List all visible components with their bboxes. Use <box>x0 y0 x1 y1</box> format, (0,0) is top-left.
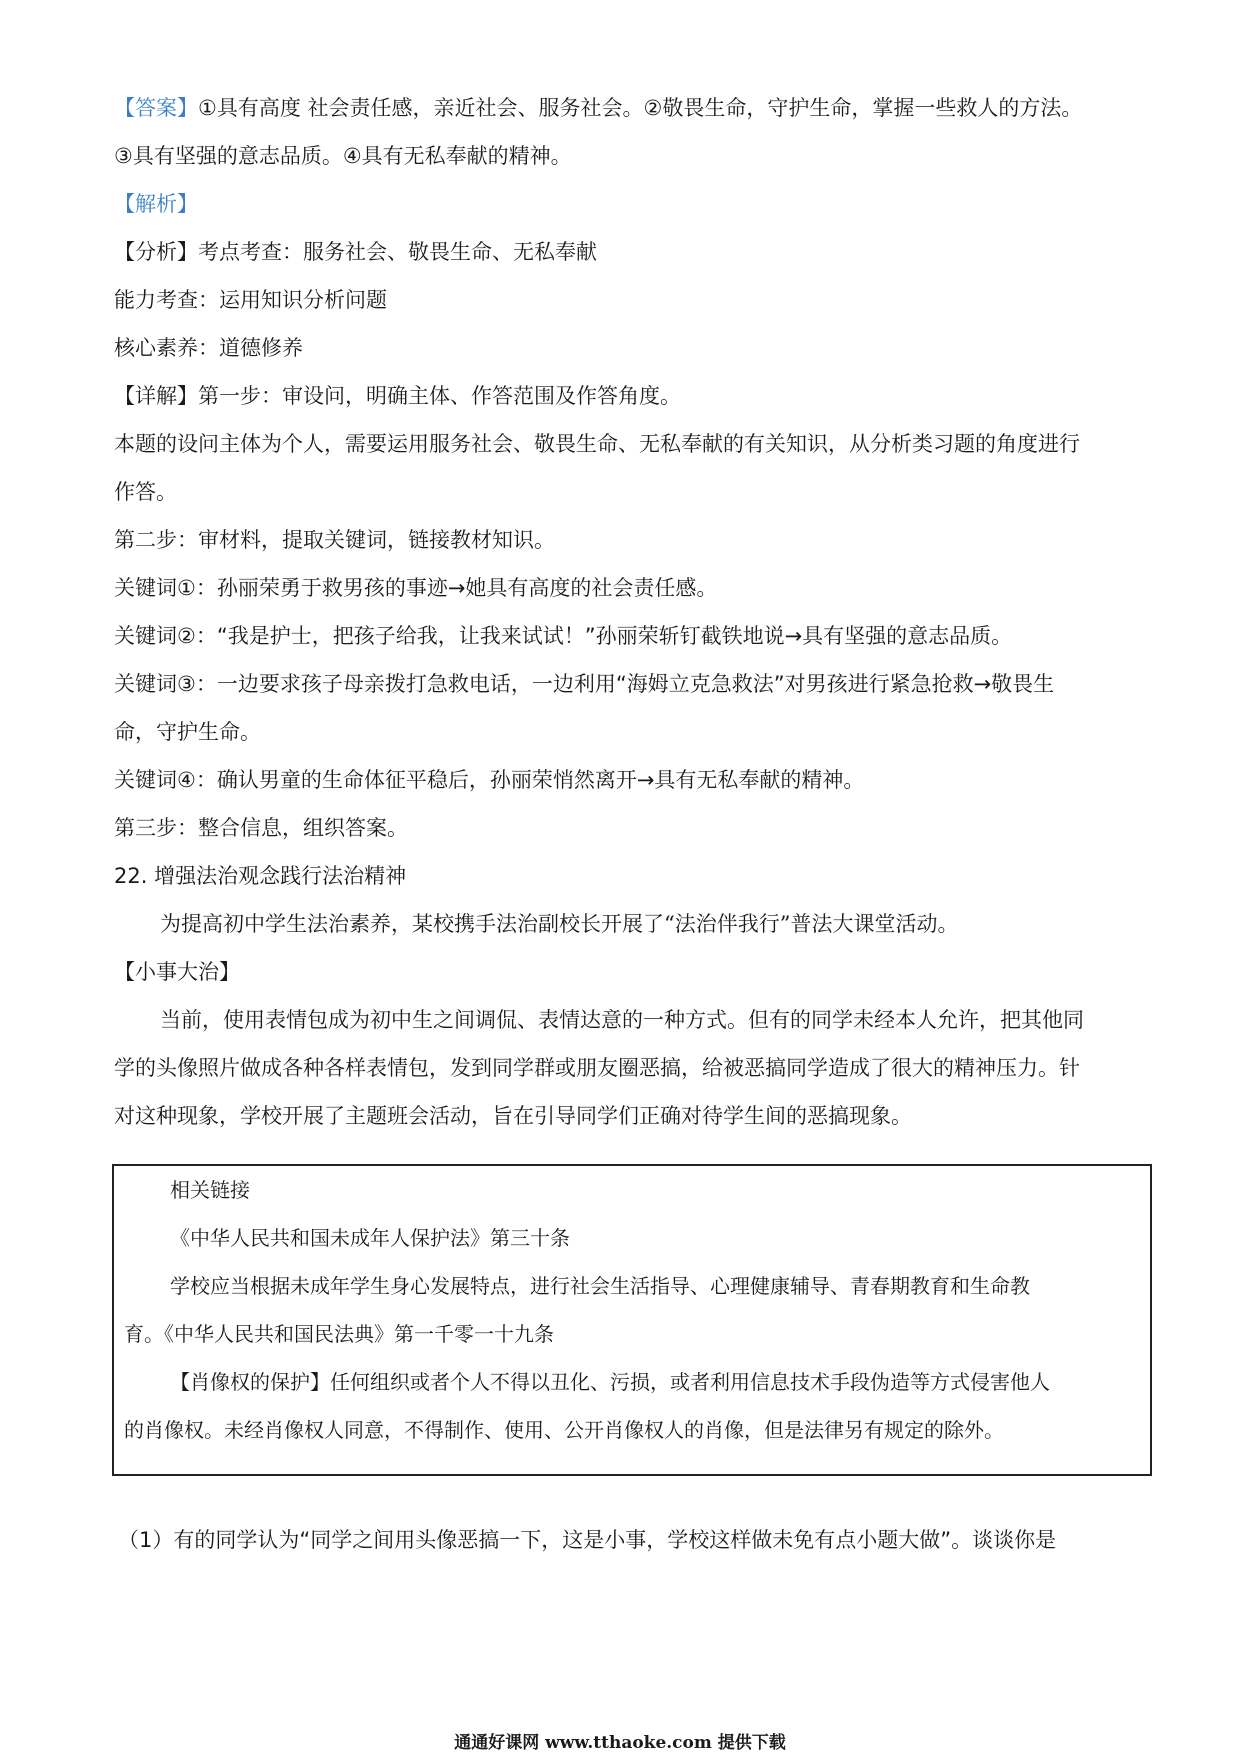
answer-line-2: ③具有坚强的意志品质。④具有无私奉献的精神。 <box>114 144 572 168</box>
analysis-fenxi: 【分析】考点考查：服务社会、敬畏生命、无私奉献 <box>114 240 597 264</box>
analysis-ability: 能力考查：运用知识分析问题 <box>114 288 387 312</box>
material-paragraph-2: 学的头像照片做成各种各样表情包，发到同学群或朋友圈恶搞，给被恶搞同学造成了很大的精神压力。针 <box>114 1056 1080 1080</box>
law-1-text-b: 育。《中华人民共和国民法典》第一千零一十九条 <box>124 1322 554 1346</box>
footer-watermark: 通通好课网 www.tthaoke.com 提供下载 <box>454 1733 786 1753</box>
analysis-step-2: 第二步：审材料，提取关键词，链接教材知识。 <box>114 528 555 552</box>
related-link-box <box>112 1164 1152 1476</box>
keyword-3b: 命，守护生命。 <box>114 720 261 744</box>
analysis-detail: 【详解】第一步：审设问，明确主体、作答范围及作答角度。 <box>114 384 681 408</box>
analysis-step-3: 第三步：整合信息，组织答案。 <box>114 816 408 840</box>
law-1-title: 《中华人民共和国未成年人保护法》第三十条 <box>170 1226 570 1250</box>
keyword-4: 关键词④：确认男童的生命体征平稳后，孙丽荣悄然离开→具有无私奉献的精神。 <box>114 768 865 792</box>
section-heading: 【小事大治】 <box>114 960 240 984</box>
material-paragraph-3: 对这种现象，学校开展了主题班会活动，旨在引导同学们正确对待学生间的恶搞现象。 <box>114 1104 912 1128</box>
question-1: （1）有的同学认为“同学之间用头像恶搞一下，这是小事，学校这样做未免有点小题大做”。谈谈你是 <box>118 1528 1057 1552</box>
material-paragraph-1: 当前，使用表情包成为初中生之间调侃、表情达意的一种方式。但有的同学未经本人允许，把其他同 <box>160 1008 1084 1032</box>
analysis-body-2: 作答。 <box>114 480 177 504</box>
answer-tag: 【答案】 <box>114 96 198 120</box>
law-2-text-b: 的肖像权。未经肖像权人同意，不得制作、使用、公开肖像权人的肖像，但是法律另有规定的除外。 <box>124 1418 1004 1442</box>
law-1-text-a: 学校应当根据未成年学生身心发展特点，进行社会生活指导、心理健康辅导、青春期教育和生命教 <box>170 1274 1030 1298</box>
keyword-3a: 关键词③：一边要求孩子母亲拨打急救电话，一边利用“海姆立克急救法”对男孩进行紧急抢救→敬畏生 <box>114 672 1055 696</box>
keyword-1: 关键词①：孙丽荣勇于救男孩的事迹→她具有高度的社会责任感。 <box>114 576 718 600</box>
link-box-title: 相关链接 <box>170 1178 250 1202</box>
question-22-title: 22. 增强法治观念践行法治精神 <box>114 864 407 888</box>
answer-line-1 <box>114 94 1082 122</box>
law-2-text-a: 【肖像权的保护】任何组织或者个人不得以丑化、污损，或者利用信息技术手段伪造等方式侵害他人 <box>170 1370 1050 1394</box>
analysis-body-1: 本题的设问主体为个人，需要运用服务社会、敬畏生命、无私奉献的有关知识，从分析类习题的角度进行 <box>114 432 1080 456</box>
answer-text-1: ①具有高度 社会责任感，亲近社会、服务社会。②敬畏生命，守护生命，掌握一些救人的方法。 <box>198 96 1083 120</box>
keyword-2: 关键词②：“我是护士，把孩子给我，让我来试试！”孙丽荣斩钉截铁地说→具有坚强的意志品质。 <box>114 624 1013 648</box>
analysis-literacy: 核心素养：道德修养 <box>114 336 303 360</box>
question-22-intro: 为提高初中学生法治素养，某校携手法治副校长开展了“法治伴我行”普法大课堂活动。 <box>160 912 959 936</box>
analysis-tag: 【解析】 <box>114 192 198 216</box>
